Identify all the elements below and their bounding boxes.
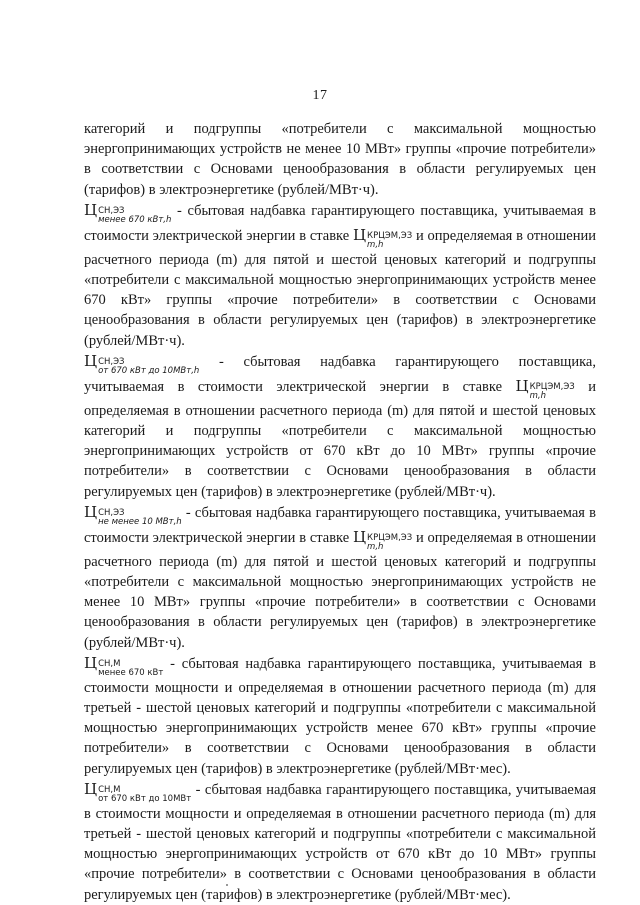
symbol-indices xyxy=(98,660,163,678)
paragraph-definition-energy-lt670 xyxy=(84,200,596,351)
symbol-subscript: менее 670 кВт,h xyxy=(98,214,172,225)
rate-subscript: m,h xyxy=(529,390,546,401)
symbol-superscript: СН,М xyxy=(98,784,121,795)
definition-text: - сбытовая надбавка гарантирующего поставщика, учитываемая в стоимости мощности и определяемая в отношении расчетного периода (m) для третьей - шестой ценовых категорий и подгруппы «потребители с максимальной мощностью энергопринимающих устройств от 670 кВт до 10 МВт» группы «прочие потребители» в соответствии с Основами ценообразования в области регулируемых цен (тарифов) в электроэнергетике (рублей/МВт·мес). xyxy=(84,781,596,903)
symbol-indices xyxy=(98,207,171,225)
paragraph-text: категорий и подгруппы «потребители с максимальной мощностью энергопринимающих устройств не менее 10 МВт» группы «прочие потребители» в соответствии с Основами ценообразования в области регулируемых цен (тарифов) в электроэнергетике (рублей/МВт·ч). xyxy=(84,121,596,198)
price-symbol: Ц xyxy=(84,779,98,798)
paragraph-definition-power-lt670 xyxy=(84,653,596,779)
definition-text: - сбытовая надбавка гарантирующего поставщика, учитываемая в стоимости электрической энергии в ставке xyxy=(84,353,596,395)
price-symbol: Ц xyxy=(84,351,98,370)
rate-symbol: Ц xyxy=(515,376,529,395)
definition-text: - сбытовая надбавка гарантирующего поставщика, учитываемая в стоимости электрической энергии в ставке xyxy=(84,202,596,244)
price-symbol: Ц xyxy=(84,502,98,521)
rate-indices xyxy=(367,232,412,250)
document-body xyxy=(84,119,596,905)
rate-indices xyxy=(367,534,412,552)
rate-superscript: КРЦЭМ,ЭЗ xyxy=(529,381,575,392)
rate-superscript: КРЦЭМ,ЭЗ xyxy=(367,230,413,241)
symbol-superscript: СН,ЭЗ xyxy=(98,507,125,518)
definition-text-cont: и определяемая в отношении расчетного периода (m) для пятой и шестой ценовых категорий и подгруппы «потребители с максимальной мощностью энергопринимающих устройств менее 670 кВт» группы «прочие потребители» в соответствии с Основами ценообразования в области регулируемых цен (тарифов) в электроэнергетике (рублей/МВт·ч). xyxy=(84,227,596,349)
symbol-indices xyxy=(98,509,182,527)
paragraph-definition-energy-670-10 xyxy=(84,351,596,502)
price-symbol: Ц xyxy=(84,200,98,219)
definition-text-cont: и определяемая в отношении расчетного периода (m) для пятой и шестой ценовых категорий и подгруппы «потребители с максимальной мощностью энергопринимающих устройств не менее 10 МВт» группы «прочие потребители» в соответствии с Основами ценообразования в области регулируемых цен (тарифов) в электроэнергетике (рублей/МВт·ч). xyxy=(84,529,596,651)
definition-text: - сбытовая надбавка гарантирующего поставщика, учитываемая в стоимости мощности и определяемая в отношении расчетного периода (m) для третьей - шестой ценовых категорий и подгруппы «потребители с максимальной мощностью энергопринимающих устройств менее 670 кВт» группы «прочие потребители» в соответствии с Основами ценообразования в области регулируемых цен (тарифов) в электроэнергетике (рублей/МВт·мес). xyxy=(84,655,596,777)
definition-text: - сбытовая надбавка гарантирующего поставщика, учитываемая в стоимости электрической энергии в ставке xyxy=(84,504,596,546)
symbol-subscript: от 670 кВт до 10МВт,h xyxy=(98,365,200,376)
paragraph-definition-power-670-10 xyxy=(84,779,596,905)
symbol-subscript: от 670 кВт до 10МВт xyxy=(98,793,192,804)
rate-superscript: КРЦЭМ,ЭЗ xyxy=(367,532,413,543)
rate-indices xyxy=(530,383,575,401)
symbol-indices xyxy=(98,358,199,376)
symbol-superscript: СН,ЭЗ xyxy=(98,356,125,367)
rate-symbol: Ц xyxy=(352,225,367,244)
price-symbol: Ц xyxy=(84,653,98,672)
paragraph-definition-energy-ge10 xyxy=(84,502,596,653)
rate-subscript: m,h xyxy=(367,239,384,250)
paragraph-continuation xyxy=(84,119,596,200)
symbol-superscript: СН,ЭЗ xyxy=(98,205,125,216)
symbol-subscript: менее 670 кВт xyxy=(98,667,164,678)
rate-symbol: Ц xyxy=(352,527,367,546)
symbol-superscript: СН,М xyxy=(98,658,121,669)
symbol-subscript: не менее 10 МВт,h xyxy=(98,516,182,527)
page-number: 17 xyxy=(312,88,328,103)
scan-speck xyxy=(226,884,228,886)
symbol-indices xyxy=(98,786,191,804)
definition-text-cont: и определяемая в отношении расчетного периода (m) для пятой и шестой ценовых категорий и подгруппы «потребители с максимальной мощностью энергопринимающих устройств от 670 кВт до 10 МВт» группы «прочие потребители» в соответствии с Основами ценообразования в области регулируемых цен (тарифов) в электроэнергетике (рублей/МВт·ч). xyxy=(84,378,596,500)
rate-subscript: m,h xyxy=(367,541,384,552)
